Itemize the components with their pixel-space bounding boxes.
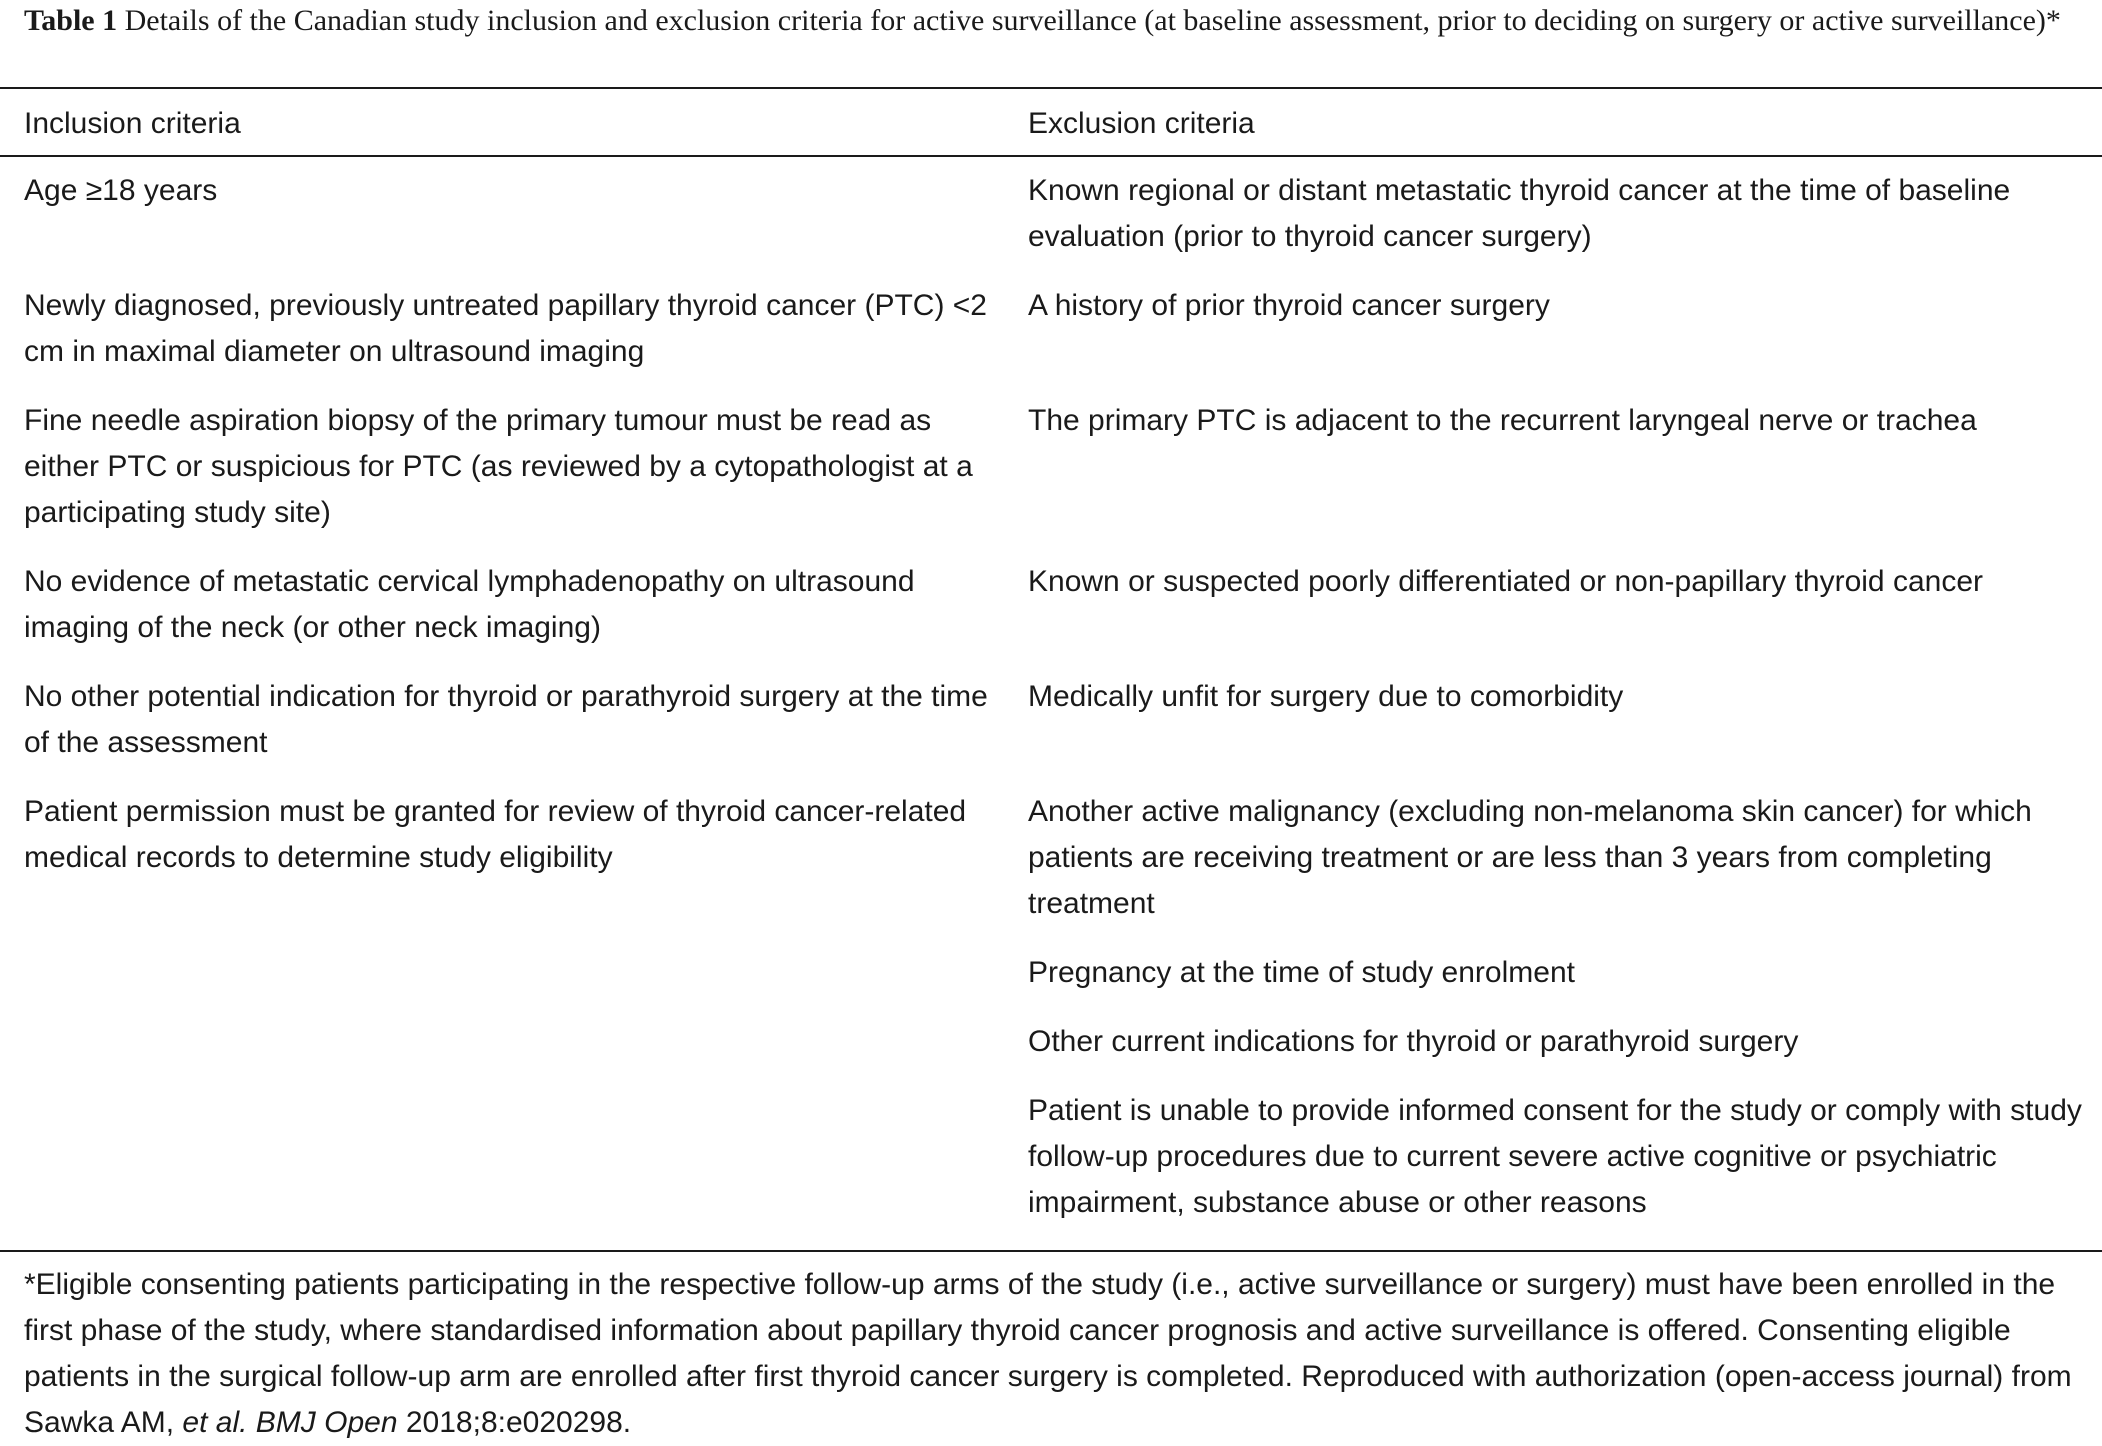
inclusion-criterion: Patient permission must be granted for review of thyroid cancer-related medical records to determine study eligibility [24,795,967,874]
footnote-etal: et al. [182,1406,248,1439]
exclusion-criterion: Pregnancy at the time of study enrolment [1028,956,1575,989]
exclusion-criterion: A history of prior thyroid cancer surgery [1028,289,1550,322]
inclusion-criterion: Fine needle aspiration biopsy of the primary tumour must be read as either PTC or suspicious for PTC (as reviewed by a cytopathologist at a participating study site) [24,404,973,529]
inclusion-criterion: No other potential indication for thyroid or parathyroid surgery at the time of the assessment [24,680,988,759]
footnote-citation: 2018;8:e020298. [397,1406,632,1439]
table-caption [24,0,2084,42]
exclusion-criterion: The primary PTC is adjacent to the recurrent laryngeal nerve or trachea [1028,404,1977,437]
table-footnote [24,1262,2084,1446]
footnote-text: *Eligible consenting patients participating in the respective follow-up arms of the study (i.e., active surveillance or surgery) must have been enrolled in the first phase of the study, where standardised information about papillary thyroid cancer prognosis and active surveillance is offered. Consenting eligible patients in the surgical follow-up arm are enrolled after first thyroid cancer surgery is completed. Reproduced with authorization (open-access journal) from Sawka AM, [24,1268,2072,1439]
inclusion-criterion: Newly diagnosed, previously untreated papillary thyroid cancer (PTC) <2 cm in maximal diameter on ultrasound imaging [24,289,987,368]
exclusion-criterion: Known or suspected poorly differentiated or non-papillary thyroid cancer [1028,565,1983,598]
exclusion-criterion: Patient is unable to provide informed consent for the study or comply with study follow-up procedures due to current severe active cognitive or psychiatric impairment, substance abuse or other reasons [1028,1094,2082,1219]
table-bottom-rule [0,1250,2102,1252]
exclusion-criterion: Other current indications for thyroid or parathyroid surgery [1028,1025,1799,1058]
inclusion-criterion: Age ≥18 years [24,174,218,207]
exclusion-criterion: Medically unfit for surgery due to comorbidity [1028,680,1624,713]
table-caption-text: Details of the Canadian study inclusion and exclusion criteria for active surveillance (at baseline assessment, prior to deciding on surgery or active surveillance)* [117,4,2061,37]
header-exclusion: Exclusion criteria [1028,107,1255,140]
exclusion-criterion: Known regional or distant metastatic thyroid cancer at the time of baseline evaluation (prior to thyroid cancer surgery) [1028,174,2011,253]
header-inclusion: Inclusion criteria [24,107,241,140]
table-top-rule [0,87,2102,89]
inclusion-criterion: No evidence of metastatic cervical lymphadenopathy on ultrasound imaging of the neck (or other neck imaging) [24,565,915,644]
footnote-journal: BMJ Open [255,1406,398,1439]
exclusion-criterion: Another active malignancy (excluding non-melanoma skin cancer) for which patients are receiving treatment or are less than 3 years from completing treatment [1028,795,2032,920]
table-header-rule [0,155,2102,157]
footnote-space [247,1406,255,1439]
table-label: Table 1 [24,4,118,37]
